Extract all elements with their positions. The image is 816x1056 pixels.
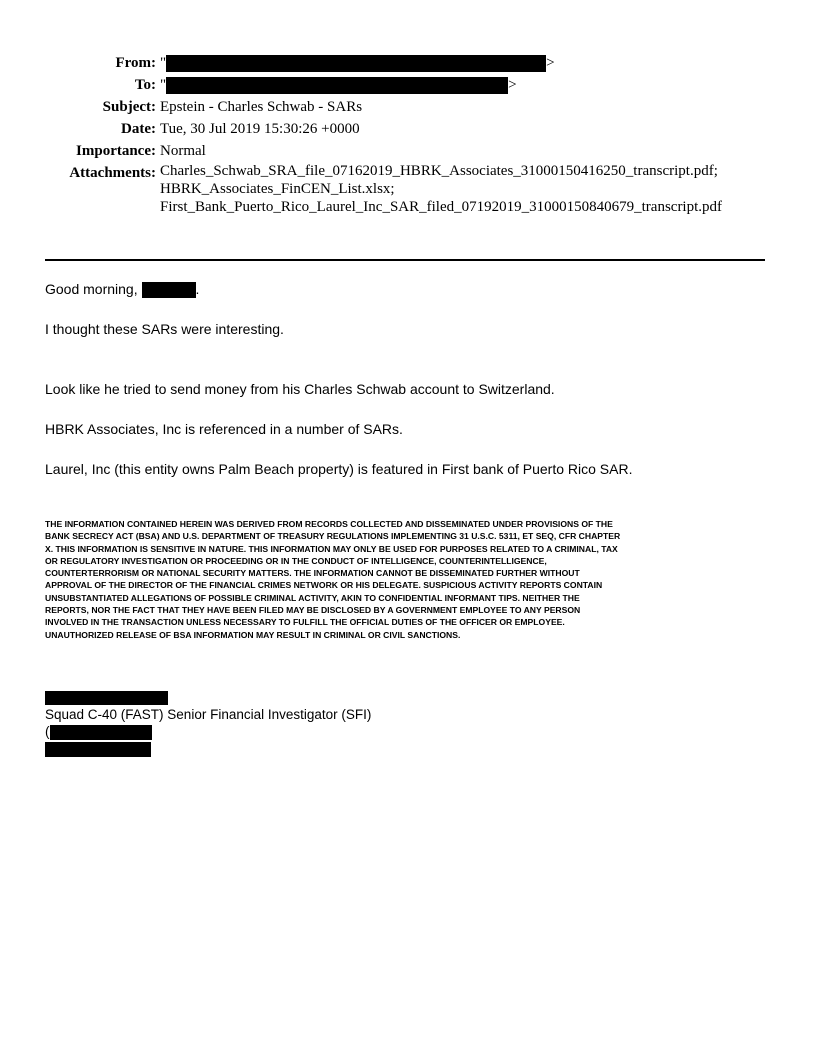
greeting: Good morning, . (45, 281, 200, 297)
body-paragraph: Laurel, Inc (this entity owns Palm Beach property) is featured in First bank of Puerto Rico SAR. (45, 461, 633, 477)
attachments-label: Attachments: (69, 165, 156, 181)
signature-phone: ( (45, 723, 371, 740)
attachment-item[interactable]: HBRK_Associates_FinCEN_List.xlsx; (160, 181, 395, 197)
redaction-bar (166, 77, 508, 94)
redaction-bar (50, 725, 152, 740)
from-row (0, 52, 816, 74)
body-paragraph: I thought these SARs were interesting. (45, 321, 284, 337)
email-header (0, 52, 816, 216)
to-value: " > (160, 77, 517, 93)
subject-value: Epstein - Charles Schwab - SARs (160, 99, 363, 115)
redaction-bar (142, 282, 196, 298)
date-row (0, 118, 816, 140)
signature-block (45, 689, 371, 757)
subject-row (0, 96, 816, 118)
header-divider (45, 259, 765, 261)
attachment-item[interactable]: First_Bank_Puerto_Rico_Laurel_Inc_SAR_filed_07192019_31000150840679_transcript.pdf (160, 199, 723, 215)
date-value: Tue, 30 Jul 2019 15:30:26 +0000 (160, 121, 360, 137)
redaction-bar (45, 691, 168, 705)
signature-title: Squad C-40 (FAST) Senior Financial Investigator (SFI) (45, 707, 372, 722)
attachments-list (160, 162, 760, 216)
signature-name (45, 689, 371, 706)
redaction-bar (166, 55, 546, 72)
attachment-item[interactable]: Charles_Schwab_SRA_file_07162019_HBRK_Associates_31000150416250_transcript.pdf; (160, 163, 718, 179)
body-paragraph: HBRK Associates, Inc is referenced in a number of SARs. (45, 421, 403, 437)
subject-label: Subject: (102, 99, 156, 115)
signature-email (45, 740, 371, 757)
date-label: Date: (121, 121, 156, 137)
importance-value: Normal (160, 143, 206, 159)
attachments-row (0, 162, 816, 216)
body-paragraph: Look like he tried to send money from his Charles Schwab account to Switzerland. (45, 381, 555, 397)
bsa-disclaimer: THE INFORMATION CONTAINED HEREIN WAS DERIVED FROM RECORDS COLLECTED AND DISSEMINATED UNDER PROVISIONS OF THE BANK SECRECY ACT (BSA) AND U.S. DEPARTMENT OF TREASURY REGULATIONS IMPLEMENTING 31 U.S.C. 5311, ET SEQ, CFR CHAPTER X. THIS INFORMATION IS SENSITIVE IN NATURE. THIS INFORMATION MAY ONLY BE USED FOR PURPOSES RELATED TO A CRIMINAL, TAX OR REGULATORY INVESTIGATION OR PROCEEDING OR IN THE CONDUCT OF INTELLIGENCE, COUNTERINTELLIGENCE, COUNTERTERRORISM OR NATIONAL SECURITY MATTERS. THE INFORMATION CANNOT BE DISSEMINATED FURTHER WITHOUT APPROVAL OF THE DIRECTOR OF THE FINANCIAL CRIMES NETWORK OR HIS DELEGATE. SUSPICIOUS ACTIVITY REPORTS CONTAIN UNSUBSTANTIATED ALLEGATIONS OF POSSIBLE CRIMINAL ACTIVITY, AKIN TO CONFIDENTIAL INFORMANT TIPS. NEITHER THE REPORTS, NOR THE FACT THAT THEY HAVE BEEN FILED MAY BE DISCLOSED BY A GOVERNMENT EMPLOYEE TO ANY PERSON INVOLVED IN THE TRANSACTION UNLESS NECESSARY TO FULFILL THE OFFICIAL DUTIES OF THE OFFICER OR EMPLOYEE. UNAUTHORIZED RELEASE OF BSA INFORMATION MAY RESULT IN CRIMINAL OR CIVIL SANCTIONS. (45, 519, 621, 640)
importance-label: Importance: (76, 143, 156, 159)
importance-row (0, 140, 816, 162)
redaction-bar (45, 742, 151, 757)
from-label: From: (115, 55, 156, 71)
from-value: " > (160, 55, 555, 71)
to-row (0, 74, 816, 96)
to-label: To: (134, 77, 156, 93)
